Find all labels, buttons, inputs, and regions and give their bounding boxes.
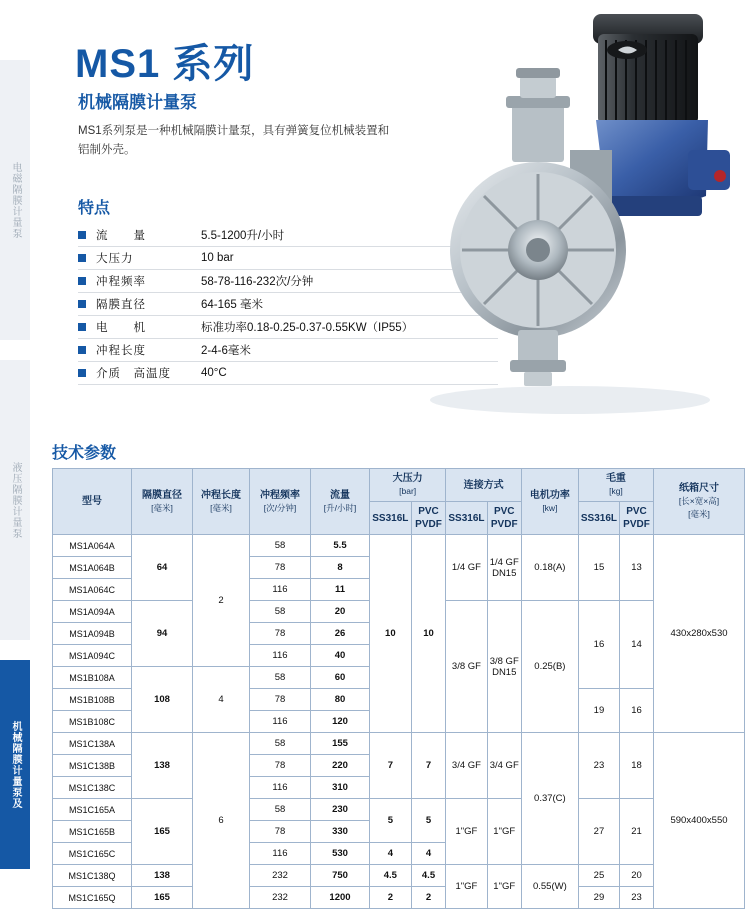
cell-model: MS1A064B	[53, 557, 132, 579]
cell-connection-ss: 3/4 GF	[446, 733, 487, 799]
cell-pressure-ss: 2	[370, 887, 412, 909]
cell-flow: 80	[311, 689, 370, 711]
cell-model: MS1C138Q	[53, 865, 132, 887]
cell-motor: 0.37(C)	[521, 733, 578, 865]
feature-value: 40°C	[201, 367, 227, 379]
cell-model: MS1C165C	[53, 843, 132, 865]
cell-stroke-frequency: 58	[250, 601, 311, 623]
table-body	[53, 535, 745, 909]
cell-weight-ss: 23	[578, 733, 619, 799]
cell-flow: 26	[311, 623, 370, 645]
sidebar-item-electromagnetic-pump[interactable]	[0, 60, 30, 340]
cell-diaphragm: 108	[132, 667, 193, 733]
col-weight-ss316l: SS316L	[578, 502, 619, 535]
cell-connection-pvc: 3/8 GF DN15	[487, 601, 521, 733]
col-model: 型号	[53, 469, 132, 535]
product-photo-metering-pump	[420, 0, 750, 420]
table-header	[53, 469, 745, 535]
cell-pressure-ss: 7	[370, 733, 412, 799]
left-nav-rail	[0, 0, 30, 869]
col-connection: 连接方式	[446, 469, 522, 502]
feature-value: 10 bar	[201, 252, 234, 264]
cell-model: MS1C165A	[53, 799, 132, 821]
cell-connection-ss: 1"GF	[446, 799, 487, 865]
feature-value: 58-78-116-232次/分钟	[201, 276, 314, 288]
specifications-table	[52, 468, 745, 909]
col-motor-power: 电机功率 [kw]	[521, 469, 578, 535]
cell-model: MS1B108C	[53, 711, 132, 733]
cell-flow: 230	[311, 799, 370, 821]
cell-flow: 11	[311, 579, 370, 601]
col-flow: 流量 [升/小时]	[311, 469, 370, 535]
square-bullet-icon	[78, 300, 86, 308]
cell-model: MS1A064C	[53, 579, 132, 601]
cell-pressure-ss: 5	[370, 799, 412, 843]
cell-weight-pvc: 18	[620, 733, 654, 799]
cell-pressure-pvc: 4.5	[411, 865, 446, 887]
cell-pressure-ss: 4.5	[370, 865, 412, 887]
cell-stroke-frequency: 78	[250, 755, 311, 777]
intro-paragraph: MS1系列泵是一种机械隔膜计量泵，具有弹簧复位机械装置和铝制外壳。	[78, 125, 390, 156]
cell-motor: 0.25(B)	[521, 601, 578, 733]
cell-pressure-pvc: 2	[411, 887, 446, 909]
cell-stroke-length: 4	[193, 667, 250, 733]
feature-label: 冲程频率	[96, 276, 146, 288]
cell-connection-ss: 1"GF	[446, 865, 487, 909]
sidebar-item-mechanical-pump[interactable]	[0, 660, 30, 869]
cell-flow: 8	[311, 557, 370, 579]
cell-flow: 155	[311, 733, 370, 755]
cell-stroke-frequency: 78	[250, 623, 311, 645]
cell-stroke-frequency: 232	[250, 887, 311, 909]
cell-model: MS1B108B	[53, 689, 132, 711]
cell-motor: 0.55(W)	[521, 865, 578, 909]
col-carton-size: 纸箱尺寸 [长×宽×高] [毫米]	[654, 469, 745, 535]
cell-flow: 220	[311, 755, 370, 777]
page-subtitle: 机械隔膜计量泵	[78, 93, 197, 112]
cell-flow: 750	[311, 865, 370, 887]
feature-label: 冲程长度	[96, 345, 146, 357]
cell-carton: 430x280x530	[654, 535, 745, 733]
cell-connection-pvc: 3/4 GF	[487, 733, 521, 799]
feature-label: 流 量	[96, 230, 146, 242]
feature-label: 大压力	[96, 253, 134, 265]
cell-pressure-ss: 10	[370, 535, 412, 733]
cell-connection-ss: 3/8 GF	[446, 601, 487, 733]
cell-flow: 60	[311, 667, 370, 689]
cell-diaphragm: 64	[132, 535, 193, 601]
feature-value: 64-165 毫米	[201, 299, 264, 311]
cell-pressure-pvc: 7	[411, 733, 446, 799]
cell-flow: 530	[311, 843, 370, 865]
feature-value: 标准功率0.18-0.25-0.37-0.55KW（IP55）	[201, 322, 414, 334]
cell-flow: 120	[311, 711, 370, 733]
cell-model: MS1C138C	[53, 777, 132, 799]
cell-weight-ss: 16	[578, 601, 619, 689]
cell-weight-pvc: 21	[620, 799, 654, 865]
cell-stroke-frequency: 78	[250, 821, 311, 843]
features-heading: 特点	[78, 200, 111, 217]
cell-connection-pvc: 1/4 GF DN15	[487, 535, 521, 601]
cell-weight-pvc: 13	[620, 535, 654, 601]
cell-weight-pvc: 23	[620, 887, 654, 909]
tech-params-heading: 技术参数	[52, 445, 117, 462]
cell-weight-pvc: 16	[620, 689, 654, 733]
cell-flow: 40	[311, 645, 370, 667]
cell-stroke-frequency: 58	[250, 799, 311, 821]
cell-stroke-length: 2	[193, 535, 250, 667]
cell-diaphragm: 165	[132, 799, 193, 865]
square-bullet-icon	[78, 323, 86, 331]
cell-weight-ss: 15	[578, 535, 619, 601]
sidebar-item-label: 液压隔膜计量泵	[10, 461, 21, 539]
col-stroke-frequency: 冲程频率 [次/分钟]	[250, 469, 311, 535]
square-bullet-icon	[78, 346, 86, 354]
cell-carton: 590x400x550	[654, 733, 745, 909]
cell-motor: 0.18(A)	[521, 535, 578, 601]
cell-pressure-ss: 4	[370, 843, 412, 865]
cell-diaphragm: 138	[132, 865, 193, 887]
cell-flow: 1200	[311, 887, 370, 909]
feature-label: 电 机	[96, 322, 146, 334]
cell-model: MS1C165B	[53, 821, 132, 843]
table-row	[53, 865, 745, 887]
cell-stroke-frequency: 58	[250, 535, 311, 557]
cell-model: MS1A094C	[53, 645, 132, 667]
feature-label: 介质 高温度	[96, 368, 171, 380]
sidebar-item-hydraulic-pump[interactable]	[0, 360, 30, 640]
square-bullet-icon	[78, 254, 86, 262]
cell-weight-ss: 25	[578, 865, 619, 887]
table-row	[53, 887, 745, 909]
feature-value: 5.5-1200升/小时	[201, 230, 285, 242]
feature-value: 2-4-6毫米	[201, 345, 251, 357]
cell-stroke-frequency: 116	[250, 777, 311, 799]
col-pressure-pvc: PVC PVDF	[411, 502, 446, 535]
sidebar-item-label: 电磁隔膜计量泵	[10, 161, 21, 239]
cell-flow: 330	[311, 821, 370, 843]
page-title: MS1 系列	[75, 42, 255, 86]
cell-stroke-frequency: 58	[250, 667, 311, 689]
cell-model: MS1A094B	[53, 623, 132, 645]
square-bullet-icon	[78, 369, 86, 377]
col-pressure-ss316l: SS316L	[370, 502, 412, 535]
cell-pressure-pvc: 4	[411, 843, 446, 865]
cell-weight-pvc: 14	[620, 601, 654, 689]
col-pressure: 大压力 [bar]	[370, 469, 446, 502]
cell-flow: 310	[311, 777, 370, 799]
col-weight-pvc: PVC PVDF	[620, 502, 654, 535]
cell-pressure-pvc: 5	[411, 799, 446, 843]
col-connection-pvc: PVC PVDF	[487, 502, 521, 535]
cell-model: MS1B108A	[53, 667, 132, 689]
cell-weight-ss: 19	[578, 689, 619, 733]
cell-flow: 5.5	[311, 535, 370, 557]
cell-connection-ss: 1/4 GF	[446, 535, 487, 601]
cell-model: MS1C165Q	[53, 887, 132, 909]
col-diaphragm: 隔膜直径 [毫米]	[132, 469, 193, 535]
cell-diaphragm: 138	[132, 733, 193, 799]
cell-stroke-frequency: 116	[250, 711, 311, 733]
cell-model: MS1C138B	[53, 755, 132, 777]
cell-stroke-frequency: 78	[250, 689, 311, 711]
cell-stroke-frequency: 116	[250, 645, 311, 667]
cell-weight-pvc: 20	[620, 865, 654, 887]
cell-flow: 20	[311, 601, 370, 623]
cell-model: MS1A094A	[53, 601, 132, 623]
table-row	[53, 799, 745, 821]
cell-weight-ss: 29	[578, 887, 619, 909]
cell-connection-pvc: 1"GF	[487, 799, 521, 865]
cell-diaphragm: 165	[132, 887, 193, 909]
feature-label: 隔膜直径	[96, 299, 146, 311]
cell-model: MS1A064A	[53, 535, 132, 557]
cell-connection-pvc: 1"GF	[487, 865, 521, 909]
cell-stroke-frequency: 232	[250, 865, 311, 887]
cell-stroke-frequency: 78	[250, 557, 311, 579]
cell-stroke-frequency: 116	[250, 579, 311, 601]
cell-stroke-frequency: 58	[250, 733, 311, 755]
cell-weight-ss: 27	[578, 799, 619, 865]
cell-pressure-pvc: 10	[411, 535, 446, 733]
table-row	[53, 733, 745, 755]
col-stroke-length: 冲程长度 [毫米]	[193, 469, 250, 535]
sidebar-item-label: 机械隔膜计量泵及	[10, 720, 21, 809]
cell-diaphragm: 94	[132, 601, 193, 667]
col-connection-ss316l: SS316L	[446, 502, 487, 535]
cell-stroke-frequency: 116	[250, 843, 311, 865]
cell-model: MS1C138A	[53, 733, 132, 755]
cell-stroke-length: 6	[193, 733, 250, 909]
square-bullet-icon	[78, 231, 86, 239]
table-row	[53, 535, 745, 557]
col-gross-weight: 毛重 [kg]	[578, 469, 653, 502]
square-bullet-icon	[78, 277, 86, 285]
